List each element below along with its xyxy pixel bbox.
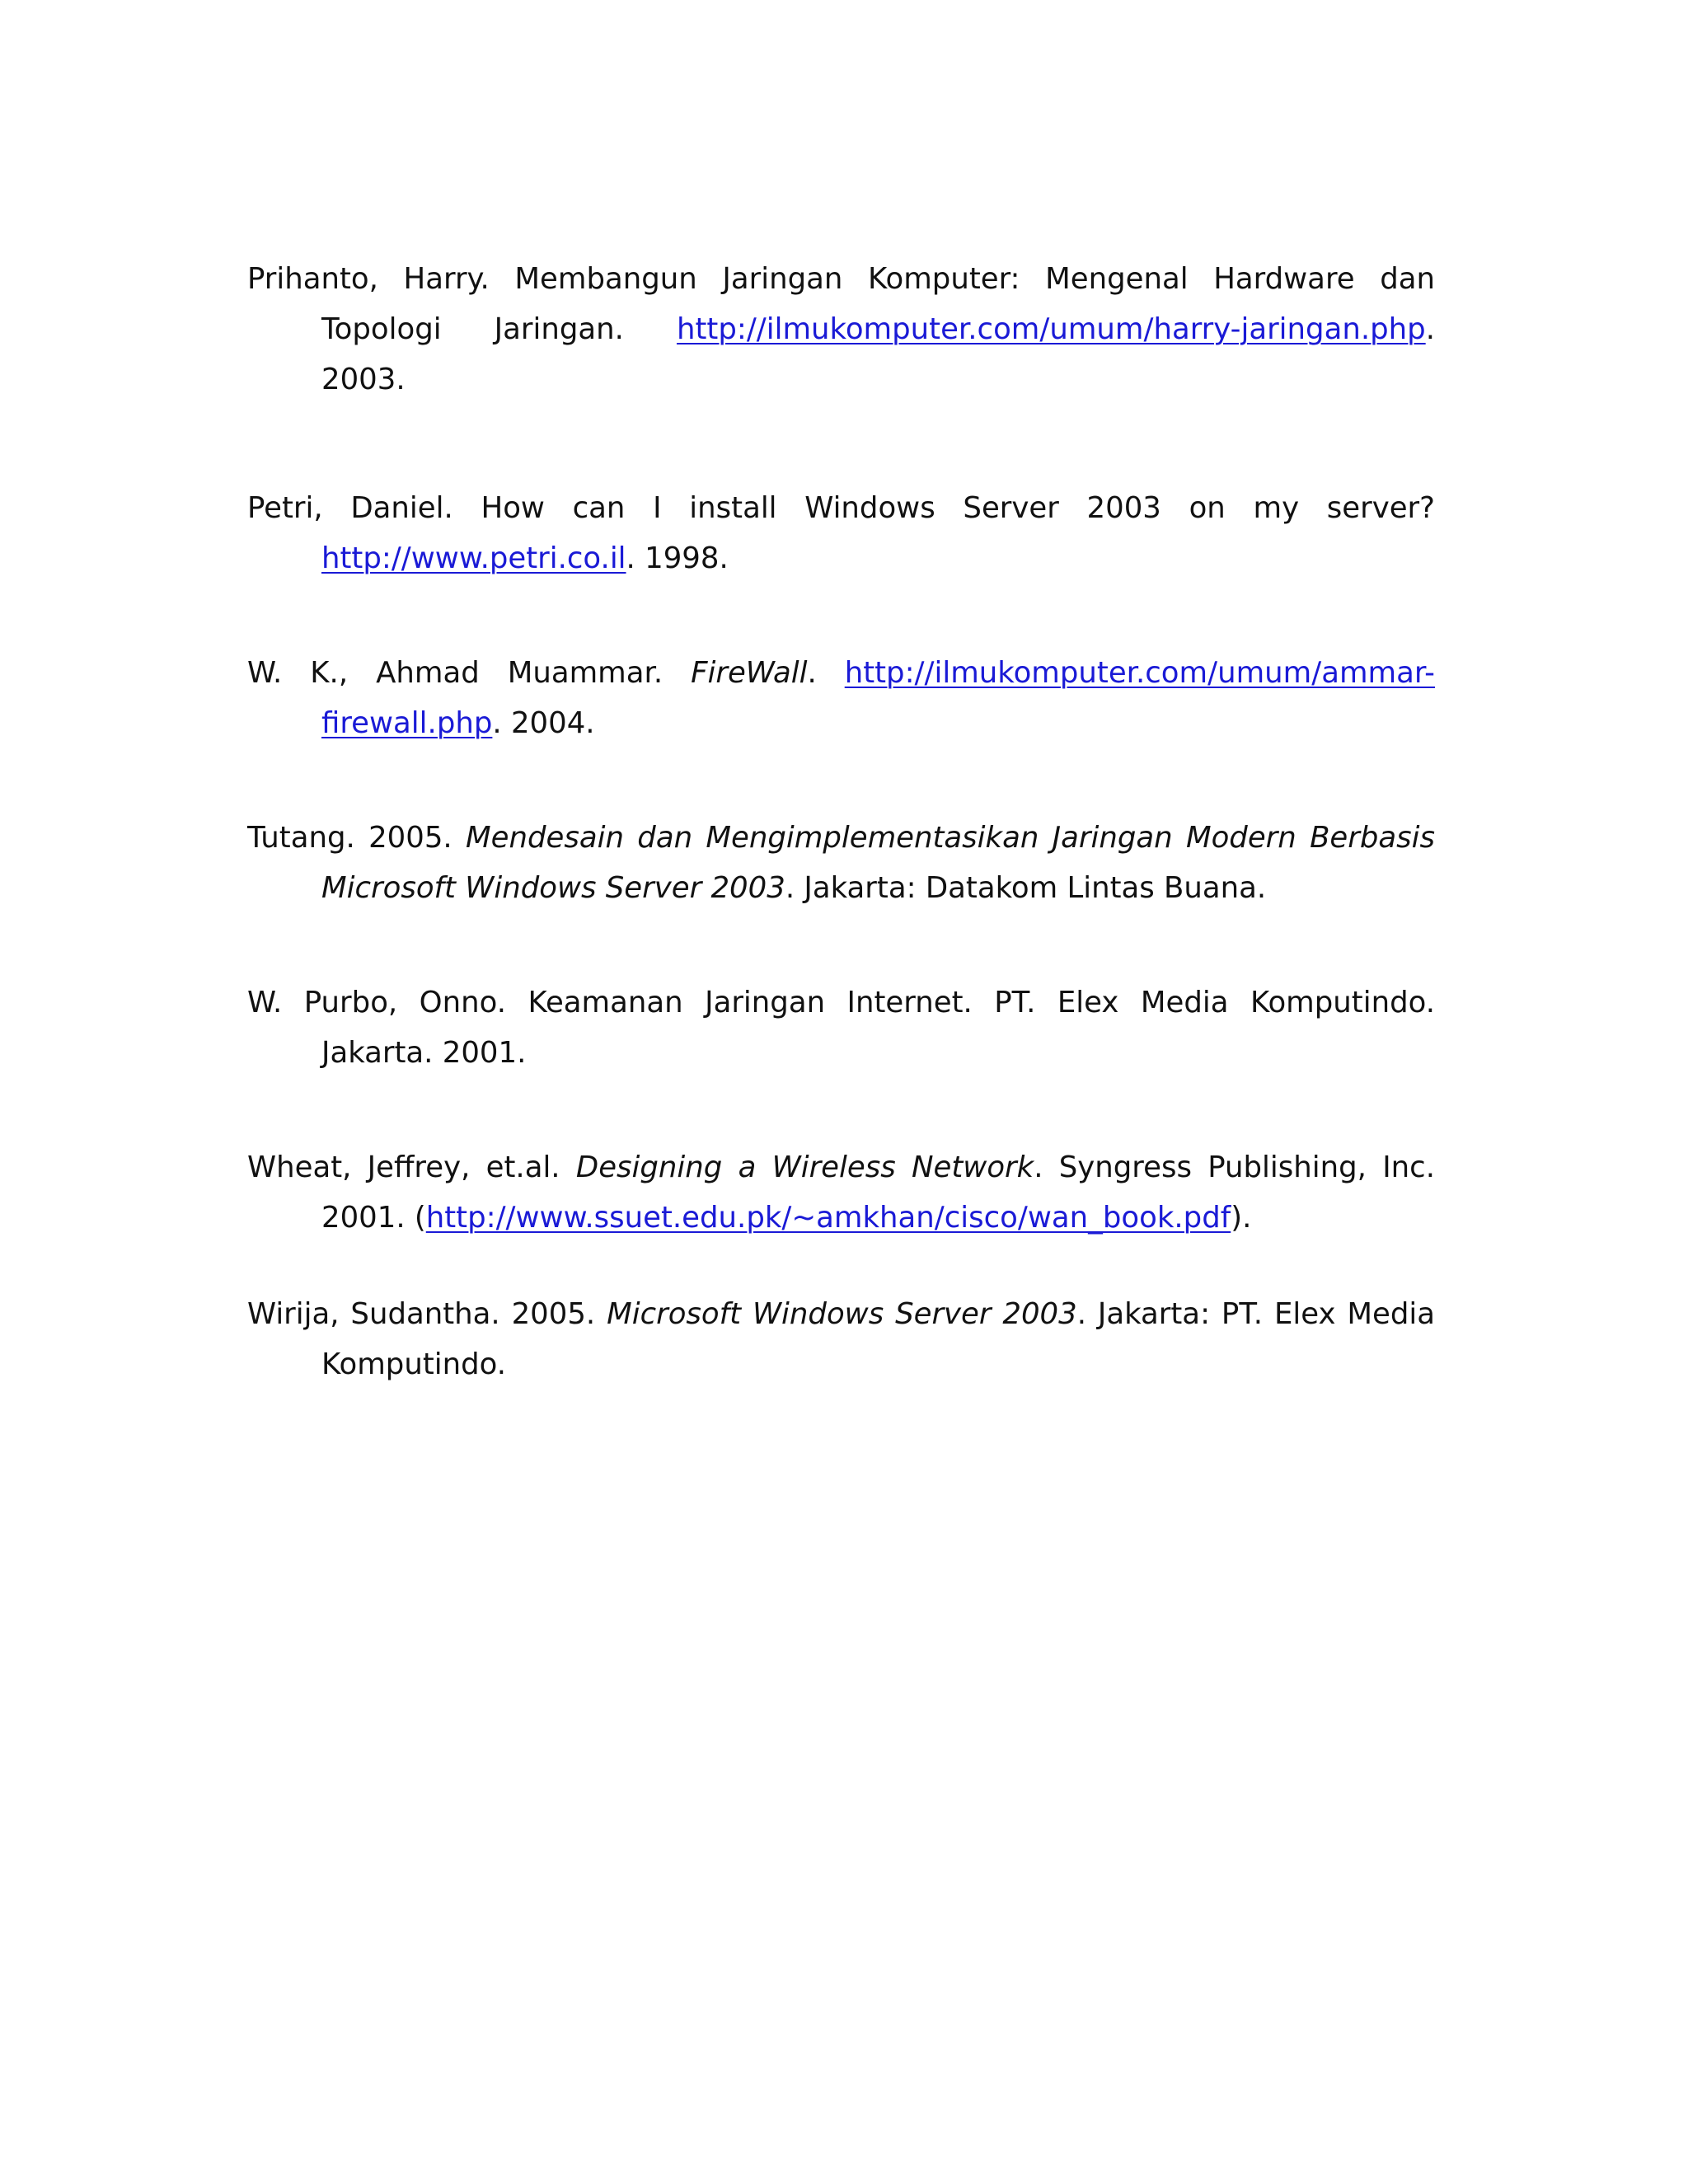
reference-tail: . 1998. xyxy=(626,541,729,575)
reference-author: Petri, Daniel. xyxy=(247,491,453,525)
reference-tail: . Jakarta: Datakom Lintas Buana. xyxy=(785,871,1267,905)
reference-tail: . Jakarta: PT. Elex Media Komputindo. xyxy=(321,1297,1435,1381)
reference-list xyxy=(247,254,1435,1390)
reference-middle: . Syngress Publishing, Inc. 2001. ( xyxy=(321,1151,1435,1235)
reference-item xyxy=(247,977,1435,1078)
reference-title: Designing a Wireless Network xyxy=(575,1151,1034,1184)
reference-link[interactable]: http://www.ssuet.edu.pk/~amkhan/cisco/wan_book.pdf xyxy=(425,1201,1231,1235)
reference-tail: ). xyxy=(1231,1201,1252,1235)
reference-author: Prihanto, Harry. xyxy=(247,262,490,296)
reference-tail: . 2003. xyxy=(321,312,1435,396)
reference-separator: . xyxy=(807,656,817,690)
reference-link[interactable]: http://www.petri.co.il xyxy=(321,541,626,575)
reference-tail: . 2004. xyxy=(492,706,595,740)
reference-title: Microsoft Windows Server 2003 xyxy=(607,1297,1077,1331)
reference-author: Wirija, Sudantha. 2005. xyxy=(247,1297,596,1331)
reference-item xyxy=(247,254,1435,405)
reference-item xyxy=(247,1142,1435,1243)
reference-item xyxy=(247,1289,1435,1390)
reference-item xyxy=(247,648,1435,748)
reference-item xyxy=(247,813,1435,913)
reference-title: How can I install Windows Server 2003 on my server? xyxy=(481,491,1435,525)
reference-link[interactable]: http://ilmukomputer.com/umum/ammar-firewall.php xyxy=(321,656,1435,740)
reference-author: W. K., Ahmad Muammar. xyxy=(247,656,663,690)
reference-text: W. Purbo, Onno. Keamanan Jaringan Internet. PT. Elex Media Komputindo. Jakarta. 2001. xyxy=(247,986,1435,1070)
reference-author: Wheat, Jeffrey, et.al. xyxy=(247,1151,560,1184)
reference-title: Mendesain dan Mengimplementasikan Jaringan Modern Berbasis Microsoft Windows Server 2003 xyxy=(321,821,1435,905)
reference-title: Membangun Jaringan Komputer: Mengenal Hardware dan Topologi Jaringan. xyxy=(321,262,1435,346)
reference-item xyxy=(247,483,1435,583)
reference-author: Tutang. 2005. xyxy=(247,821,452,855)
reference-title: FireWall xyxy=(691,656,808,690)
reference-link[interactable]: http://ilmukomputer.com/umum/harry-jaringan.php xyxy=(676,312,1426,346)
